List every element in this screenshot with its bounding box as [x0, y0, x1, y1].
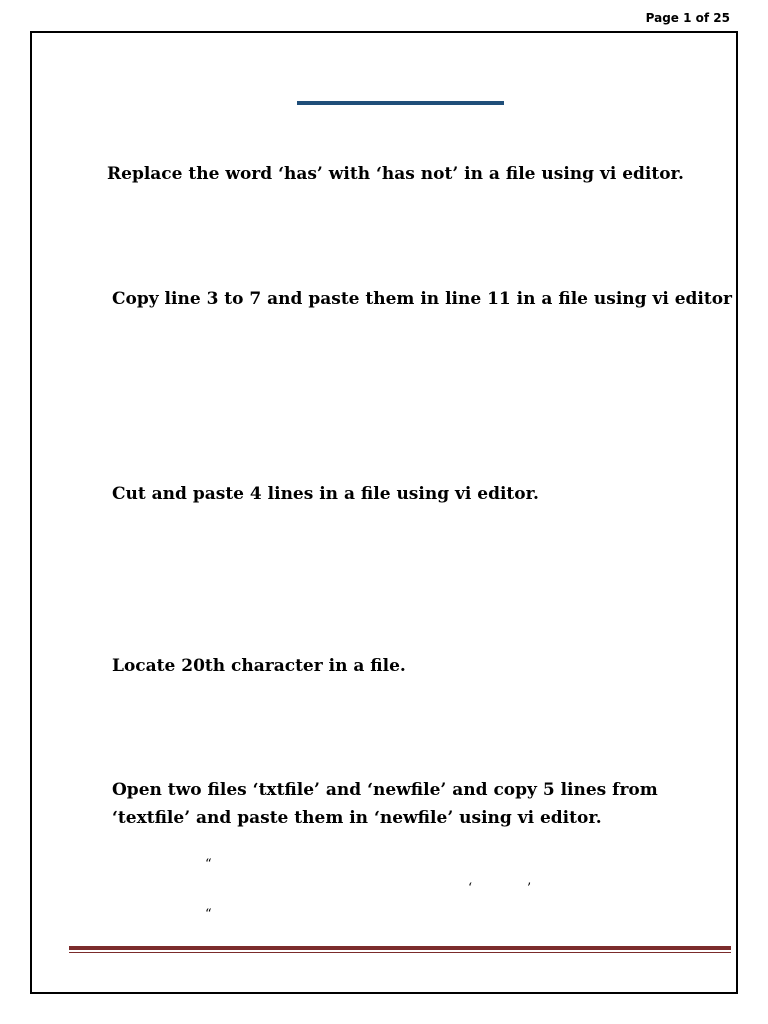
footer-rule [69, 946, 731, 950]
question-1: Replace the word ‘has’ with ‘has not’ in a file using vi editor. [107, 164, 684, 184]
title-underline-rule [297, 101, 504, 105]
question-3: Cut and paste 4 lines in a file using vi editor. [112, 484, 539, 504]
stray-open-single-quote: ‘ [468, 881, 473, 896]
footer-rule-thin [69, 952, 731, 953]
page-number: Page 1 of 25 [645, 11, 730, 25]
question-4: Locate 20th character in a file. [112, 656, 406, 676]
stray-open-quote-2: “ [205, 907, 212, 922]
stray-close-single-quote: ’ [527, 881, 532, 896]
question-2: Copy line 3 to 7 and paste them in line 11 in a file using vi editor [112, 289, 733, 309]
question-5: Open two files ‘txtfile’ and ‘newfile’ and copy 5 lines from ‘textfile’ and paste them in ‘newfile’ using vi editor. [112, 780, 658, 828]
stray-open-quote: “ [205, 857, 212, 872]
